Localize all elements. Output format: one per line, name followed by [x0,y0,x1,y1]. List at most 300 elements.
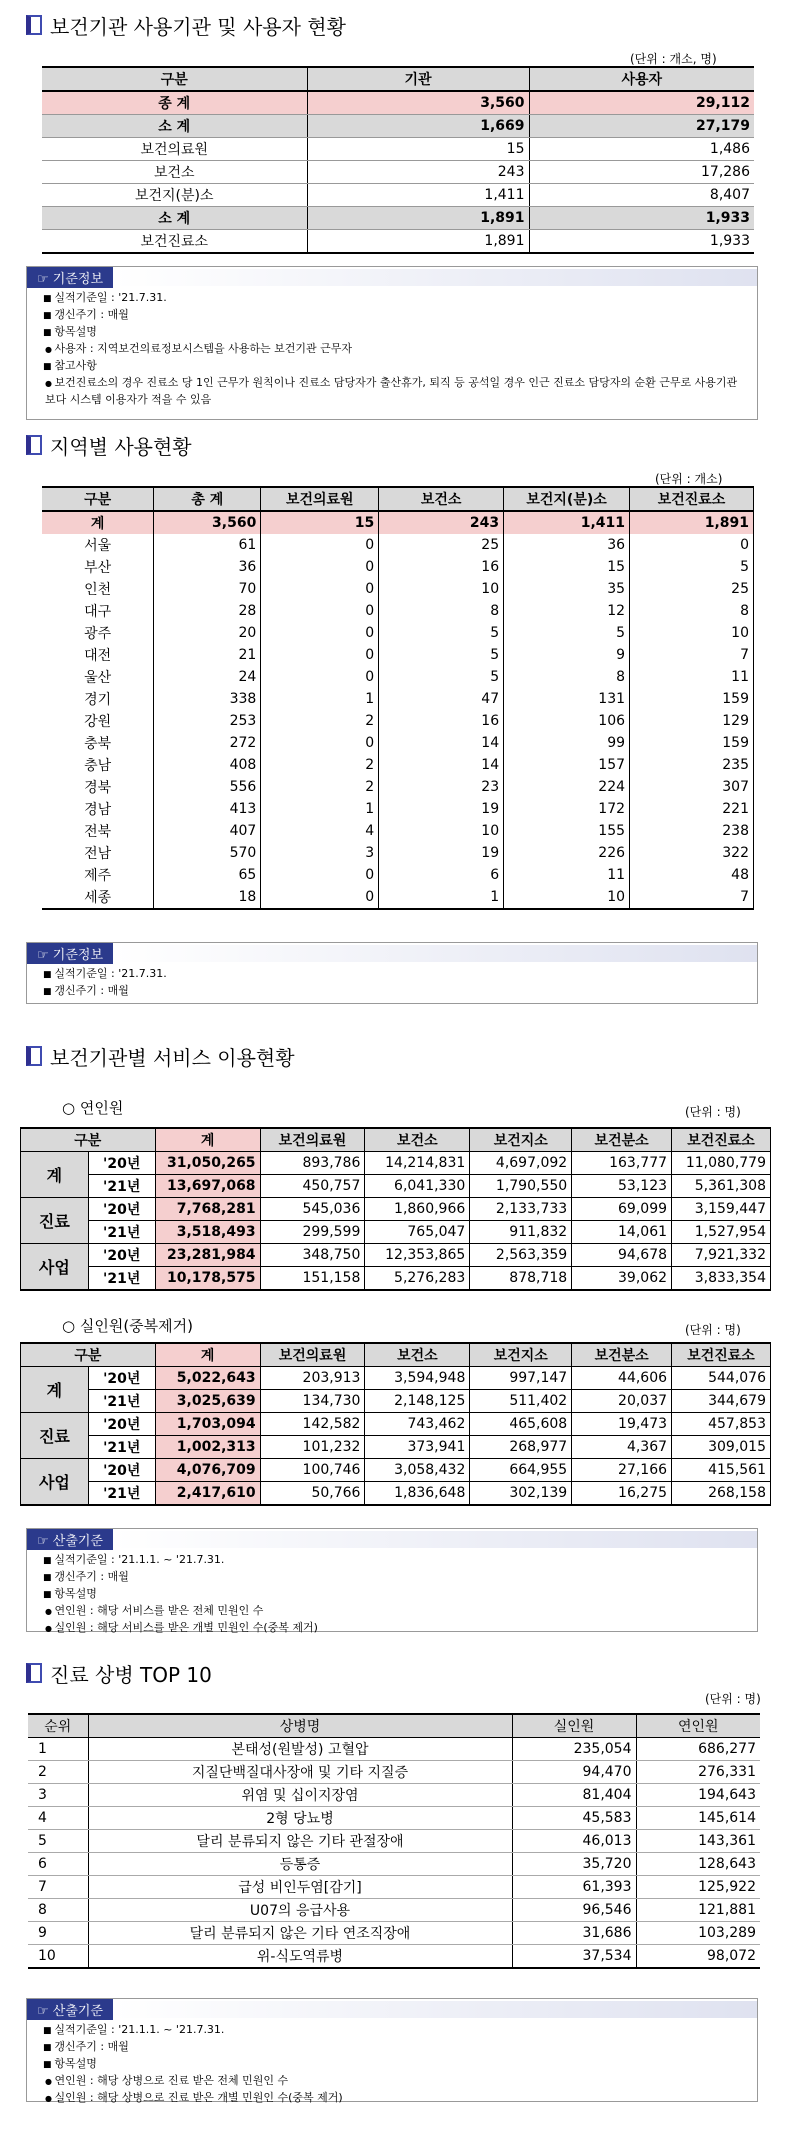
cell-value: 272 [154,732,261,754]
year-label: '20년 [88,1244,155,1267]
region-label: 대전 [42,644,154,666]
cell-value: 14 [379,754,504,776]
note-line: ● 연인원 : 해당 상병으로 진료 받은 전체 민원인 수 [43,2073,741,2090]
cell-value: 0 [261,732,379,754]
cell-value: 98,072 [636,1945,760,1969]
year-label: '21년 [88,1390,155,1413]
table-row [42,864,754,886]
cell-value: 765,047 [365,1221,470,1244]
row-label: 보건진료소 [42,230,307,254]
region-label: 부산 [42,556,154,578]
cell-value: 12 [504,600,630,622]
note-line: ● 사용자 : 지역보건의료정보시스템을 사용하는 보건기관 근무자 [43,341,741,358]
cell-value: 309,015 [672,1436,771,1459]
title-box-icon [26,15,42,35]
cell-value: 5 [504,622,630,644]
disease-name: 위-식도역류병 [88,1945,512,1969]
top10-table [28,1713,760,1969]
region-label: 울산 [42,666,154,688]
cell-value: 6,041,330 [365,1175,470,1198]
table-row [21,1244,771,1267]
cell-value: 450,757 [260,1175,365,1198]
column-header: 보건의료원 [260,1343,365,1367]
cell-value: 235 [630,754,754,776]
table-row [42,776,754,798]
note-line: ● 실인원 : 해당 상병으로 진료 받은 개별 민원인 수(중복 제거) [43,2090,741,2107]
year-label: '20년 [88,1152,155,1175]
column-header: 보건진료소 [672,1343,771,1367]
cell-value: 243 [379,511,504,534]
cell-value: 5 [379,622,504,644]
year-label: '21년 [88,1175,155,1198]
cell-value: 1,860,966 [365,1198,470,1221]
cell-value: 151,158 [260,1267,365,1291]
cell-value: 145,614 [636,1807,760,1830]
cell-value: 15 [504,556,630,578]
cell-value: 3,560 [154,511,261,534]
cell-value: 276,331 [636,1761,760,1784]
cell-value: 61,393 [512,1876,636,1899]
table-row [21,1198,771,1221]
row-label: 종 계 [42,91,307,115]
cell-value: 45,583 [512,1807,636,1830]
note-line: ■ 항목설명 [43,1586,741,1603]
cell-value: 1,933 [529,230,754,254]
region-label: 계 [42,511,154,534]
cell-value: 5,022,643 [155,1367,260,1390]
cell-value: 13,697,068 [155,1175,260,1198]
table-row [42,115,754,138]
cell-value: 545,036 [260,1198,365,1221]
table-row [28,1830,760,1853]
cell-value: 5 [379,644,504,666]
table-row [21,1436,771,1459]
note-line: ■ 실적기준일 : '21.1.1. ~ '21.7.31. [43,2022,741,2039]
group-label: 사업 [21,1459,89,1506]
cell-value: 100,746 [260,1459,365,1482]
cell-value: 235,054 [512,1738,636,1761]
cell-value: 36 [154,556,261,578]
region-label: 광주 [42,622,154,644]
cell-value: 48 [630,864,754,886]
table-row [42,886,754,909]
rank: 4 [28,1807,88,1830]
cell-value: 1,790,550 [470,1175,572,1198]
cell-value: 81,404 [512,1784,636,1807]
note-line: ■ 실적기준일 : '21.7.31. [43,966,741,983]
note-bar [113,945,757,962]
table-row [42,732,754,754]
note-header [27,943,757,964]
group-label: 사업 [21,1244,89,1291]
cell-value: 172 [504,798,630,820]
cell-value: 94,678 [572,1244,672,1267]
cell-value: 125,922 [636,1876,760,1899]
column-header: 보건지소 [470,1128,572,1152]
year-label: '20년 [88,1459,155,1482]
table-row [42,798,754,820]
table-row [42,184,754,207]
cell-value: 128,643 [636,1853,760,1876]
table-row [42,842,754,864]
cell-value: 131 [504,688,630,710]
column-header: 보건소 [379,487,504,511]
disease-name: 달리 분류되지 않은 기타 관절장애 [88,1830,512,1853]
cell-value: 2 [261,754,379,776]
cell-value: 4 [261,820,379,842]
cell-value: 159 [630,688,754,710]
cell-value: 16,275 [572,1482,672,1506]
note-box-2 [26,942,758,1004]
cell-value: 3,058,432 [365,1459,470,1482]
cell-value: 3,518,493 [155,1221,260,1244]
note-header [27,1529,757,1550]
table-row [21,1175,771,1198]
rank: 8 [28,1899,88,1922]
group-label: 계 [21,1367,89,1413]
cell-value: 1,411 [307,184,529,207]
rank: 2 [28,1761,88,1784]
table-row [28,1807,760,1830]
cell-value: 28 [154,600,261,622]
cell-value: 253 [154,710,261,732]
cell-value: 997,147 [470,1367,572,1390]
table-row [42,820,754,842]
section2-title: 지역별 사용현황 [26,432,192,458]
region-label: 충북 [42,732,154,754]
cell-value: 16 [379,556,504,578]
cell-value: 5 [630,556,754,578]
row-label: 보건소 [42,161,307,184]
column-header: 보건의료원 [261,487,379,511]
group-label: 진료 [21,1413,89,1459]
note-line: ■ 항목설명 [43,324,741,341]
disease-name: U07의 응급사용 [88,1899,512,1922]
cell-value: 373,941 [365,1436,470,1459]
section4-title: 진료 상병 TOP 10 [26,1660,212,1686]
cell-value: 911,832 [470,1221,572,1244]
cell-value: 8 [630,600,754,622]
cell-value: 11,080,779 [672,1152,771,1175]
table-row [28,1853,760,1876]
note-line: ■ 실적기준일 : '21.1.1. ~ '21.7.31. [43,1552,741,1569]
cell-value: 14,061 [572,1221,672,1244]
cell-value: 7 [630,886,754,909]
region-label: 대구 [42,600,154,622]
cell-value: 10 [379,578,504,600]
cell-value: 8,407 [529,184,754,207]
disease-name: 등통증 [88,1853,512,1876]
cell-value: 20 [154,622,261,644]
note-line: ● 보건진료소의 경우 진료소 당 1인 근무가 원칙이나 진료소 담당자가 출산휴가, 퇴직 등 공석일 경우 인근 진료소 담당자의 순환 근무로 사용기관보다 시스템 이용자가 적을 수 있음 [43,375,741,408]
note-box-1 [26,266,758,420]
cell-value: 8 [504,666,630,688]
column-header: 계 [155,1343,260,1367]
cell-value: 24 [154,666,261,688]
cell-value: 61 [154,534,261,556]
rank: 10 [28,1945,88,1969]
cell-value: 12,353,865 [365,1244,470,1267]
year-label: '21년 [88,1436,155,1459]
cell-value: 36 [504,534,630,556]
note-line: ● 실인원 : 해당 서비스를 받은 개별 민원인 수(중복 제거) [43,1620,741,1637]
table-row [28,1922,760,1945]
cell-value: 0 [261,644,379,666]
disease-name: 본태성(원발성) 고혈압 [88,1738,512,1761]
cell-value: 1,703,094 [155,1413,260,1436]
cell-value: 103,289 [636,1922,760,1945]
s4-unit: (단위 : 명) [705,1692,761,1706]
note-body [27,2020,757,2109]
note-line: ■ 갱신주기 : 매월 [43,2039,741,2056]
cell-value: 1 [261,798,379,820]
cell-value: 11 [630,666,754,688]
cell-value: 15 [261,511,379,534]
cell-value: 7,921,332 [672,1244,771,1267]
cell-value: 743,462 [365,1413,470,1436]
cell-value: 19 [379,798,504,820]
cell-value: 10,178,575 [155,1267,260,1291]
year-label: '21년 [88,1221,155,1244]
cell-value: 11 [504,864,630,886]
table-row [28,1899,760,1922]
cell-value: 19 [379,842,504,864]
sub-title-sil: ○ 실인원(중복제거) [62,1317,193,1335]
rank: 6 [28,1853,88,1876]
cell-value: 44,606 [572,1367,672,1390]
cell-value: 39,062 [572,1267,672,1291]
cell-value: 35,720 [512,1853,636,1876]
cell-value: 155 [504,820,630,842]
cell-value: 65 [154,864,261,886]
cell-value: 686,277 [636,1738,760,1761]
cell-value: 5,276,283 [365,1267,470,1291]
cell-value: 878,718 [470,1267,572,1291]
region-label: 경북 [42,776,154,798]
cell-value: 238 [630,820,754,842]
note-box-3 [26,1528,758,1632]
rank: 3 [28,1784,88,1807]
cell-value: 15 [307,138,529,161]
th: 구분 [42,67,307,91]
cell-value: 101,232 [260,1436,365,1459]
cell-value: 9 [504,644,630,666]
title-box-icon [26,1663,42,1683]
cell-value: 203,913 [260,1367,365,1390]
table-row [21,1267,771,1291]
disease-name: 지질단백질대사장애 및 기타 지질증 [88,1761,512,1784]
note-body [27,1550,757,1639]
cell-value: 3,833,354 [672,1267,771,1291]
column-header: 순위 [28,1714,88,1738]
cell-value: 7 [630,644,754,666]
row-label: 보건지(분)소 [42,184,307,207]
region-label: 강원 [42,710,154,732]
cell-value: 0 [261,666,379,688]
cell-value: 893,786 [260,1152,365,1175]
column-header: 보건의료원 [260,1128,365,1152]
note-header [27,267,757,288]
cell-value: 47 [379,688,504,710]
cell-value: 35 [504,578,630,600]
table-row [42,207,754,230]
table-row [42,534,754,556]
row-label: 소 계 [42,207,307,230]
cell-value: 664,955 [470,1459,572,1482]
table-row [28,1945,760,1969]
cell-value: 544,076 [672,1367,771,1390]
table-row [42,644,754,666]
cell-value: 21 [154,644,261,666]
cell-value: 0 [261,622,379,644]
cell-value: 338 [154,688,261,710]
cell-value: 1,891 [630,511,754,534]
note-line: ● 연인원 : 해당 서비스를 받은 전체 민원인 수 [43,1603,741,1620]
column-header: 보건지소 [470,1343,572,1367]
cell-value: 23 [379,776,504,798]
cell-value: 10 [379,820,504,842]
section1-title: 보건기관 사용기관 및 사용자 현황 [26,12,346,38]
header-row [21,1128,771,1152]
note-line: ■ 항목설명 [43,2056,741,2073]
cell-value: 1,891 [307,230,529,254]
cell-value: 1,411 [504,511,630,534]
table-row [42,161,754,184]
column-header: 보건진료소 [672,1128,771,1152]
th: 사용자 [529,67,754,91]
cell-value: 348,750 [260,1244,365,1267]
column-header: 보건진료소 [630,487,754,511]
column-header: 구분 [42,487,154,511]
th: 기관 [307,67,529,91]
sub-title-yeon: ○ 연인원 [62,1099,124,1117]
cell-value: 3,159,447 [672,1198,771,1221]
cell-value: 2,563,359 [470,1244,572,1267]
year-label: '20년 [88,1413,155,1436]
cell-value: 159 [630,732,754,754]
cell-value: 457,853 [672,1413,771,1436]
column-header: 보건지(분)소 [504,487,630,511]
cell-value: 6 [379,864,504,886]
yeon-table [20,1127,771,1291]
cell-value: 1,527,954 [672,1221,771,1244]
cell-value: 69,099 [572,1198,672,1221]
cell-value: 322 [630,842,754,864]
cell-value: 344,679 [672,1390,771,1413]
column-header: 실인원 [512,1714,636,1738]
disease-name: 급성 비인두염[감기] [88,1876,512,1899]
cell-value: 23,281,984 [155,1244,260,1267]
cell-value: 2,148,125 [365,1390,470,1413]
group-label: 계 [21,1152,89,1198]
cell-value: 18 [154,886,261,909]
region-label: 전남 [42,842,154,864]
region-label: 전북 [42,820,154,842]
cell-value: 268,158 [672,1482,771,1506]
cell-value: 7,768,281 [155,1198,260,1221]
cell-value: 570 [154,842,261,864]
region-label: 서울 [42,534,154,556]
table-row [42,688,754,710]
cell-value: 27,166 [572,1459,672,1482]
cell-value: 5,361,308 [672,1175,771,1198]
cell-value: 106 [504,710,630,732]
region-label: 충남 [42,754,154,776]
region-label: 인천 [42,578,154,600]
note-line: ■ 실적기준일 : '21.7.31. [43,290,741,307]
cell-value: 408 [154,754,261,776]
table-row [21,1152,771,1175]
column-header: 상병명 [88,1714,512,1738]
table-row [42,511,754,534]
s1-unit: (단위 : 개소, 명) [630,52,717,66]
cell-value: 268,977 [470,1436,572,1459]
table-row [42,666,754,688]
cell-value: 3,560 [307,91,529,115]
note-tag: ☞ 산출기준 [27,1529,113,1550]
cell-value: 2,133,733 [470,1198,572,1221]
cell-value: 0 [261,578,379,600]
rank: 5 [28,1830,88,1853]
rank: 7 [28,1876,88,1899]
cell-value: 407 [154,820,261,842]
row-label: 소 계 [42,115,307,138]
cell-value: 157 [504,754,630,776]
cell-value: 31,050,265 [155,1152,260,1175]
disease-name: 달리 분류되지 않은 기타 연조직장애 [88,1922,512,1945]
table-row [28,1761,760,1784]
cell-value: 302,139 [470,1482,572,1506]
cell-value: 1,486 [529,138,754,161]
region-label: 제주 [42,864,154,886]
column-header: 보건소 [365,1343,470,1367]
table-row [42,578,754,600]
cell-value: 1,002,313 [155,1436,260,1459]
cell-value: 415,561 [672,1459,771,1482]
note-line: ■ 참고사항 [43,358,741,375]
cell-value: 0 [261,600,379,622]
region-label: 경기 [42,688,154,710]
cell-value: 10 [630,622,754,644]
cell-value: 2 [261,776,379,798]
cell-value: 142,582 [260,1413,365,1436]
cell-value: 70 [154,578,261,600]
note-bar [113,2001,757,2018]
year-label: '20년 [88,1198,155,1221]
cell-value: 2 [261,710,379,732]
cell-value: 10 [504,886,630,909]
cell-value: 96,546 [512,1899,636,1922]
note-body [27,964,757,1002]
region-table [42,486,754,910]
table-row [42,138,754,161]
table-row [42,754,754,776]
cell-value: 194,643 [636,1784,760,1807]
region-label: 경남 [42,798,154,820]
cell-value: 129 [630,710,754,732]
cell-value: 0 [261,534,379,556]
note-tag: ☞ 산출기준 [27,1999,113,2020]
title-box-icon [26,435,42,455]
table-row [21,1482,771,1506]
disease-name: 2형 당뇨병 [88,1807,512,1830]
table-row [21,1367,771,1390]
cell-value: 134,730 [260,1390,365,1413]
cell-value: 556 [154,776,261,798]
note-bar [113,1531,757,1548]
cell-value: 94,470 [512,1761,636,1784]
cell-value: 4,076,709 [155,1459,260,1482]
